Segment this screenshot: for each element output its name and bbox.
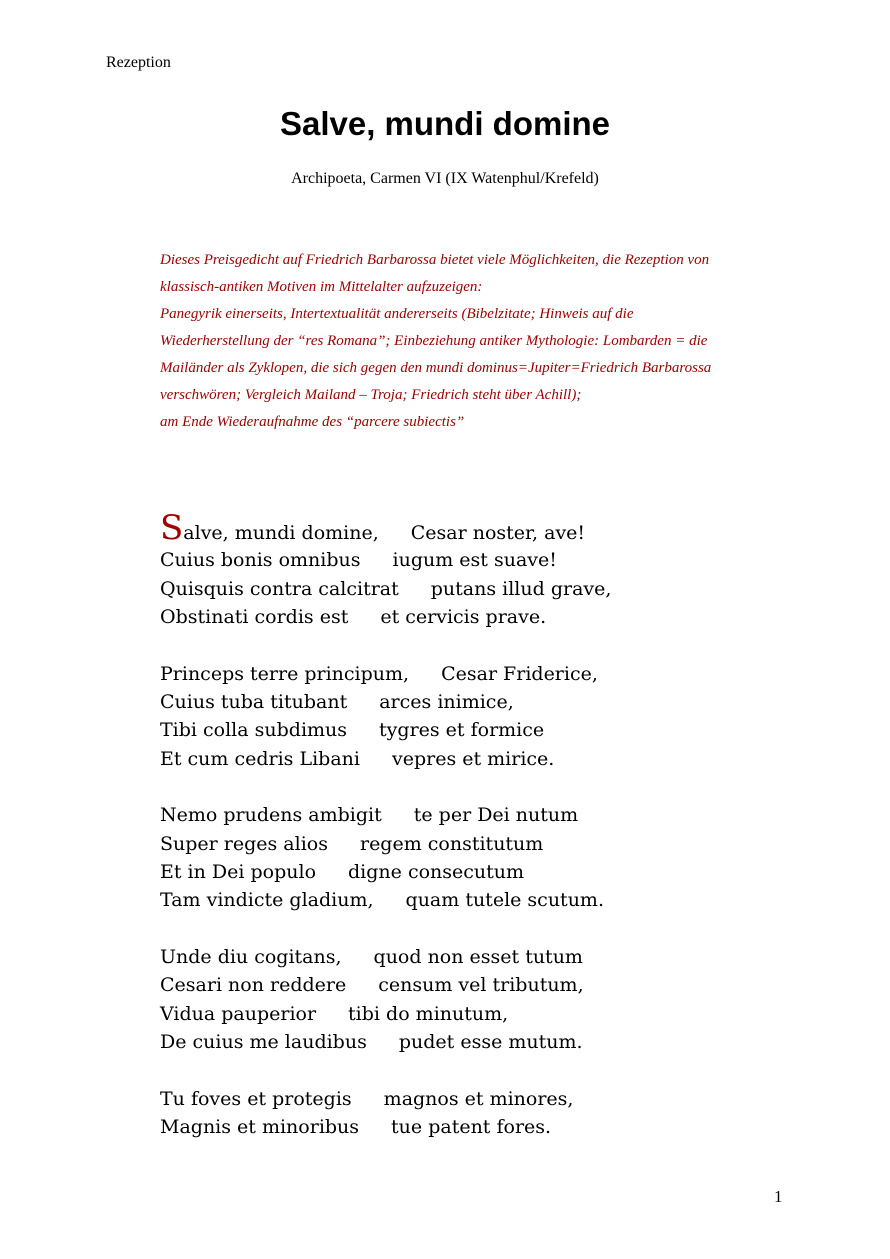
verse-second-half: tygres et formice: [379, 719, 545, 742]
intro-line: klassisch-antiken Motiven im Mittelalter aufzuzeigen:: [160, 279, 483, 295]
running-head: Rezeption: [106, 54, 171, 71]
verse-first-half: Magnis et minoribus: [160, 1116, 360, 1139]
verse-second-half: tue patent fores.: [391, 1116, 552, 1139]
page-number: 1: [774, 1187, 783, 1206]
verse-line: [160, 603, 780, 631]
verse-line: [160, 886, 780, 914]
page-title: Salve, mundi domine: [279, 105, 611, 142]
intro-paragraph: [160, 247, 780, 436]
intro-line: Mailänder als Zyklopen, die sich gegen den mundi dominus=Jupiter=Friedrich Barbarossa: [160, 360, 712, 376]
stanza: [160, 508, 780, 631]
verse-second-half: quod non esset tutum: [373, 946, 583, 969]
poem: [160, 508, 780, 1170]
subtitle: Archipoeta, Carmen VI (IX Watenphul/Krefeld): [291, 170, 599, 187]
verse-first-half: Et cum cedris Libani: [160, 747, 360, 770]
intro-line: verschwören; Vergleich Mailand – Troja; Friedrich steht über Achill);: [160, 387, 582, 403]
verse-first-half: alve, mundi domine,: [183, 522, 379, 544]
verse-first-half: Quisquis contra calcitrat: [160, 577, 399, 600]
verse-first-half: Et in Dei populo: [160, 860, 317, 883]
verse-line: [160, 830, 780, 858]
verse-line: [160, 1085, 780, 1113]
stanza: [160, 660, 780, 773]
verse-first-half: Cuius bonis omnibus: [160, 549, 361, 572]
verse-second-half: arces inimice,: [379, 690, 514, 713]
verse-second-half: vepres et mirice.: [391, 747, 555, 770]
stanza: [160, 943, 780, 1056]
verse-line: [160, 1113, 780, 1141]
verse-first-half: Tam vindicte gladium,: [160, 889, 374, 912]
verse-line: [160, 801, 780, 829]
verse-second-half: digne consecutum: [348, 860, 525, 883]
verse-second-half: quam tutele scutum.: [405, 889, 604, 912]
verse-line: [160, 508, 780, 548]
verse-first-half: Cuius tuba titubant: [160, 690, 348, 713]
verse-second-half: putans illud grave,: [430, 577, 612, 600]
verse-second-half: Cesar noster, ave!: [410, 522, 586, 544]
verse-first-half: Nemo prudens ambigit: [160, 804, 382, 827]
verse-first-half: Princeps terre principum,: [160, 662, 410, 685]
stanza: [160, 1085, 780, 1142]
verse-first-half: Cesari non reddere: [160, 974, 347, 997]
verse-second-half: pudet esse mutum.: [398, 1030, 583, 1053]
intro-line: Panegyrik einerseits, Intertextualität andererseits (Bibelzitate; Hinweis auf die: [160, 306, 634, 322]
drop-initial: S: [160, 508, 184, 548]
verse-first-half: Super reges alios: [160, 832, 328, 855]
verse-first-half: Unde diu cogitans,: [160, 946, 342, 969]
verse-first-half: Tibi colla subdimus: [160, 719, 348, 742]
stanza: [160, 801, 780, 914]
verse-line: [160, 575, 780, 603]
verse-line: [160, 971, 780, 999]
verse-second-half: te per Dei nutum: [413, 804, 579, 827]
verse-line: [160, 660, 780, 688]
verse-first-half: Vidua pauperior: [160, 1002, 317, 1025]
verse-first-half: Tu foves et protegis: [160, 1087, 352, 1110]
verse-first-half: Obstinati cordis est: [160, 605, 349, 628]
verse-line: [160, 1028, 780, 1056]
verse-second-half: regem constitutum: [359, 832, 544, 855]
verse-first-half: De cuius me laudibus: [160, 1030, 367, 1053]
verse-line: [160, 688, 780, 716]
verse-line: [160, 943, 780, 971]
verse-line: [160, 745, 780, 773]
verse-second-half: iugum est suave!: [392, 549, 557, 572]
verse-line: [160, 716, 780, 744]
verse-second-half: et cervicis prave.: [380, 605, 547, 628]
verse-second-half: censum vel tributum,: [378, 974, 584, 997]
intro-line: Dieses Preisgedicht auf Friedrich Barbarossa bietet viele Möglichkeiten, die Rezeption von: [160, 252, 710, 268]
verse-second-half: tibi do minutum,: [348, 1002, 509, 1025]
verse-line: [160, 858, 780, 886]
verse-line: [160, 1000, 780, 1028]
verse-line: [160, 546, 780, 574]
intro-line: am Ende Wiederaufnahme des “parcere subiectis”: [160, 414, 465, 430]
verse-second-half: Cesar Friderice,: [441, 662, 598, 685]
intro-line: Wiederherstellung der “res Romana”; Einbeziehung antiker Mythologie: Lombarden = die: [160, 333, 708, 349]
verse-second-half: magnos et minores,: [383, 1087, 574, 1110]
